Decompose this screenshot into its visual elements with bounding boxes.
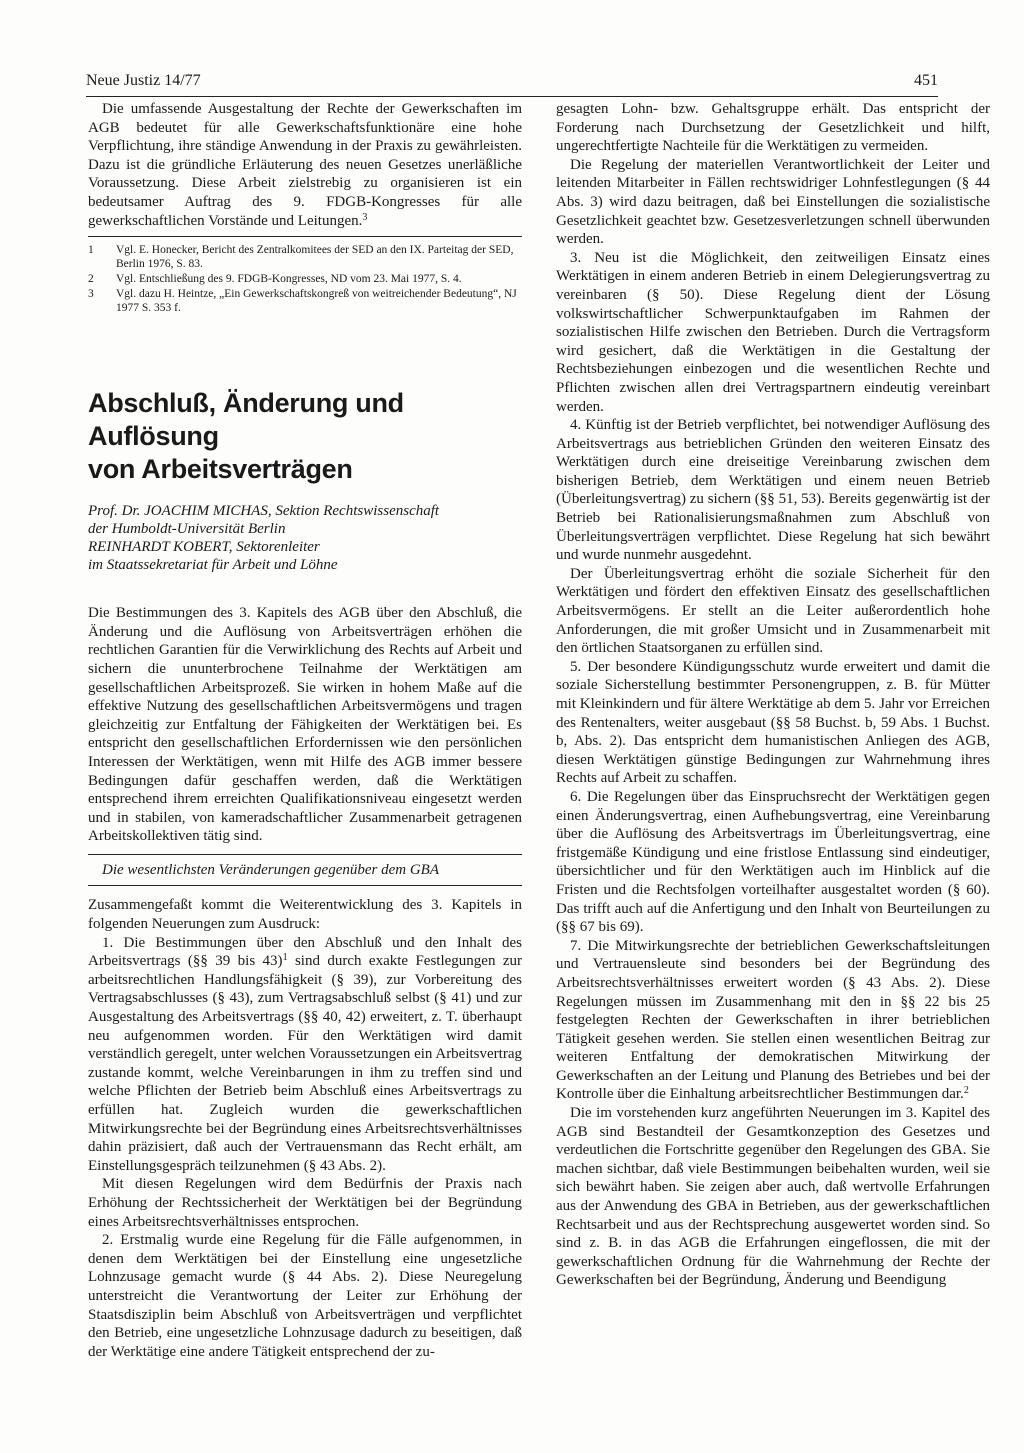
subheading: Die wesentlichsten Veränderungen gegenüber dem GBA xyxy=(102,861,439,878)
left-column xyxy=(88,100,522,1410)
journal-issue: Neue Justiz 14/77 xyxy=(86,72,201,89)
point-1: 1. Die Bestimmungen über den Abschluß und den Inhalt des Arbeitsvertrags (§§ 39 bis 43)$^1$ sind durch exakte Festlegungen zur arbeitsrechtlichen Handlungsfähigkeit (§ 39), zur Vorbereitung des Vertragsabschlusses (§ 43), zum Vertragsabschluß selbst (§ 41) und zur Ausgestaltung des Arbeitsvertrags (§§ 40, 42) erweitert, z. T. überhaupt neu aufgenommen worden. Für den Werktätigen wird damit verständlich geregelt, unter welchen Voraussetzungen ein Arbeitsvertrag zustande kommt, welche Vereinbarungen in ihm zu treffen sind und welche Pflichten der Betrieb beim Abschluß eines Arbeitsvertrags zu erfüllen hat. Zugleich wurden die gewerkschaftlichen Mitwirkungsrechte bei der Begründung eines Arbeitsrechtsverhältnisses dahin präzisiert, daß auch der Vertrauensmann das Recht erhält, am Einstellungsgespräch teilzunehmen (§ 43 Abs. 2). xyxy=(88,934,522,1174)
closing-paragraph: Die im vorstehenden kurz angeführten Neuerungen im 3. Kapitel des AGB sind Bestandteil der Gesamtkonzeption des Gesetzes und verdeutlichen die Fortschritte gegenüber den Regelungen des GBA. Sie machen sichtbar, daß viele Bestimmungen beibehalten wurden, weil sie sich bewährt haben. Sie zeigen aber auch, daß wertvolle Erfahrungen aus der Anwendung des GBA in Betrieben, aus der gewerkschaftlichen Rechtsarbeit und aus der Rechtsprechung ausgewertet worden sind. So sind z. B. in das AGB die Erfahrungen eingeflossen, die mit der gewerkschaftlichen Ordnung für die Wahrnehmung der Rechte der Gewerkschaften bei der Begründung, Änderung und Beendigung xyxy=(556,1105,990,1289)
point-5: 5. Der besondere Kündigungsschutz wurde erweitert und damit die soziale Sicherstellung bestimmter Personengruppen, z. B. für Mütter mit Kleinkindern und für ältere Werktätige ab dem 5. Jahr vor Erreichen des Rentenalters, weiter ausgebaut (§§ 58 Buchst. b, 59 Abs. 1 Buchst. b, Abs. 2). Das entspricht dem humanistischen Anliegen des AGB, diesen Werktätigen günstige Bedingungen zur Wahrnehmung ihres Rechts auf Arbeit zu schaffen. xyxy=(556,658,990,787)
footnote-item: 2 Vgl. Entschließung des 9. FDGB-Kongresses, ND vom 23. Mai 1977, S. 4. xyxy=(88,273,462,286)
footnotes xyxy=(88,243,522,315)
article-authors xyxy=(88,502,522,574)
author-line: Prof. Dr. JOACHIM MICHAS, Sektion Rechtswissenschaft xyxy=(88,503,440,520)
point-1-followup: Mit diesen Regelungen wird dem Bedürfnis der Praxis nach Erhöhung der Rechtssicherheit der Werktätigen bei der Begründung eines Arbeitsrechtsverhältnisses entsprochen. xyxy=(88,1176,522,1230)
point-7: 7. Die Mitwirkungsrechte der betrieblichen Gewerkschaftsleitungen und Vertrauensleute sind besonders bei der Begründung des Arbeitsrechtsverhältnisses erweitert worden (§ 43 Abs. 2). Diese Regelungen müssen im Zusammenhang mit den in §§ 22 bis 25 festgelegten Rechten der Gewerkschaften in ihrer betrieblichen Tätigkeit gesehen werden. Sie stellen einen wesentlichen Beitrag zur weiteren Entfaltung der demokratischen Mitwirkung der Gewerkschaften an der Leitung und Planung des Betriebes und bei der Kontrolle über die Einhaltung arbeitsrechtlicher Bestimmungen dar.$^2$ xyxy=(556,937,990,1103)
subheading-divider-bottom xyxy=(88,885,522,886)
footnote-ref: 3 xyxy=(362,211,368,223)
footnote-item: 1 Vgl. E. Honecker, Bericht des Zentralkomitees der SED an den IX. Parteitag der SED, Berlin 1976, S. 83. xyxy=(88,244,514,271)
footnote-item: 3 Vgl. dazu H. Heintze, „Ein Gewerkschaftskongreß von weitreichender Bedeutung“, NJ 1977 S. 353 f. xyxy=(88,288,517,315)
continuation-paragraph: gesagten Lohn- bzw. Gehaltsgruppe erhält. Das entspricht der Forderung nach Durchsetzung der Gesetzlichkeit und hilft, ungerechtfertigte Nachteile für die Werktätigen zu vermeiden. xyxy=(556,101,990,155)
point-4-followup: Der Überleitungsvertrag erhöht die soziale Sicherheit für den Werktätigen und fördert den effektiven Einsatz des gesellschaftlichen Arbeitsvermögens. Er stellt an die Leiter außerordentlich hohe Anforderungen, die mit großer Umsicht und in Zusammenarbeit mit den örtlichen Staatsorganen zu erfüllen sind. xyxy=(556,565,990,657)
footnote-ref: 2 xyxy=(963,1085,969,1097)
point-2: 2. Erstmalig wurde eine Regelung für die Fälle aufgenommen, in denen dem Werktätigen bei der Einstellung eine ungesetzliche Lohnzusage gemacht wurde (§ 44 Abs. 2). Diese Neuregelung unterstreicht die Verantwortung der Leiter zur Erhöhung der Staatsdisziplin beim Abschluß von Arbeitsverträgen und verpflichtet den Betrieb, eine ungesetzliche Lohnzusage dadurch zu beseitigen, daß der Werktätige eine andere Tätigkeit entsprechend der zu- xyxy=(88,1232,522,1360)
article-title: Abschluß, Änderung und Auflösung von Arbeitsverträgen xyxy=(88,388,404,485)
author-line: im Staatssekretariat für Arbeit und Löhne xyxy=(88,557,338,574)
footnote-ref: 1 xyxy=(282,952,288,964)
responsibility-paragraph: Die Regelung der materiellen Verantwortlichkeit der Leiter und leitenden Mitarbeiter in Fällen rechtswidriger Lohnfestlegungen (§ 44 Abs. 3) wird dazu beitragen, daß bei Einstellungen die sozialistische Gesetzlichkeit geachtet bzw. Gesetzesverletzungen schnell überwunden werden. xyxy=(556,156,990,248)
author-line: der Humboldt-Universität Berlin xyxy=(88,521,286,538)
point-3: 3. Neu ist die Möglichkeit, den zeitweiligen Einsatz eines Werktätigen in einem anderen Betrieb in einem Delegierungsvertrag zu vereinbaren (§ 50). Diese Regelung dient der Lösung volkswirtschaftlicher Schwerpunktaufgaben im Rahmen der sozialistischen Hilfe zwischen den Betrieben. Durch die Vertragsform wird gesichert, daß die Werktätigen in die Gestaltung der Rechtsbeziehungen einbezogen und die wesentlichen Rechte und Pflichten zwischen allen drei Vertragspartnern eindeutig vereinbart werden. xyxy=(556,249,990,415)
point-4: 4. Künftig ist der Betrieb verpflichtet, bei notwendiger Auflösung des Arbeitsvertrags aus betrieblichen Gründen den weiteren Einsatz des Werktätigen durch eine dreiseitige Vereinbarung zwischen dem bisherigen Betrieb, dem Werktätigen und einem neuen Betrieb (Überleitungsvertrag) zu sichern (§§ 51, 53). Bereits gegenwärtig ist der Betrieb bei Rationalisierungsmaßnahmen zum Abschluß von Überleitungsverträgen verpflichtet. Diese Regelung hat sich bewährt und wurde nunmehr ausgedehnt. xyxy=(556,417,990,564)
footnote-divider xyxy=(88,236,522,237)
running-header xyxy=(86,68,938,97)
page-number: 451 xyxy=(914,72,938,89)
subheading-divider-top xyxy=(88,854,522,855)
lead-paragraph: Die Bestimmungen des 3. Kapitels des AGB über den Abschluß, die Änderung und die Auflösung von Arbeitsverträgen erhöhen die rechtlichen Garantien für die Verwirklichung des Rechts auf Arbeit und sichern die ununterbrochene Teilnahme der Werktätigen am gesellschaftlichen Arbeitsprozeß. Sie wirken in hohem Maße auf die effektive Nutzung des gesellschaftlichen Arbeitsvermögens und tragen gleichzeitig zur Entfaltung der Fähigkeiten der Werktätigen bei. Es entspricht den gesellschaftlichen Erfordernissen wie den persönlichen Interessen der Werktätigen, wenn mit Hilfe des AGB immer bessere Bedingungen dafür geschaffen werden, daß die Werktätigen entsprechend ihrem erreichten Qualifikationsniveau eingesetzt werden und in stabilen, von kameradschaftlicher Zusammenarbeit getragenen Arbeitskollektiven tätig sind. xyxy=(88,605,522,845)
point-6: 6. Die Regelungen über das Einspruchsrecht der Werktätigen gegen einen Änderungsvertrag, einen Aufhebungsvertrag, eine Vereinbarung über die Auflösung des Arbeitsvertrags im Überleitungsvertrag, eine fristgemäße Kündigung und eine fristlose Entlassung sind eindeutiger, übersichtlicher und für den Werktätigen auch im Hinblick auf die Fristen und die Rechtsfolgen vorteilhafter ausgestaltet worden (§ 60). Das trifft auch auf die Anfertigung und den Inhalt von Beurteilungen zu (§§ 67 bis 69). xyxy=(556,788,990,936)
summary-paragraph: Zusammengefaßt kommt die Weiterentwicklung des 3. Kapitels in folgenden Neuerungen zum Ausdruck: xyxy=(88,897,522,933)
author-line: REINHARDT KOBERT, Sektorenleiter xyxy=(88,539,320,556)
intro-paragraph: Die umfassende Ausgestaltung der Rechte der Gewerkschaften im AGB bedeutet für alle Gewerkschaftsfunktionäre eine hohe Verpflichtung, ihre ständige Anwendung in der Praxis zu gewährleisten. Dazu ist die gründliche Erläuterung des neuen Gesetzes unerläßliche Voraussetzung. Diese Arbeit zielstrebig zu organisieren ist ein bedeutsamer Auftrag des 9. FDGB-Kongresses für alle gewerkschaftlichen Vorstände und Leitungen.$^3$ xyxy=(88,101,522,229)
right-column xyxy=(556,100,990,1410)
